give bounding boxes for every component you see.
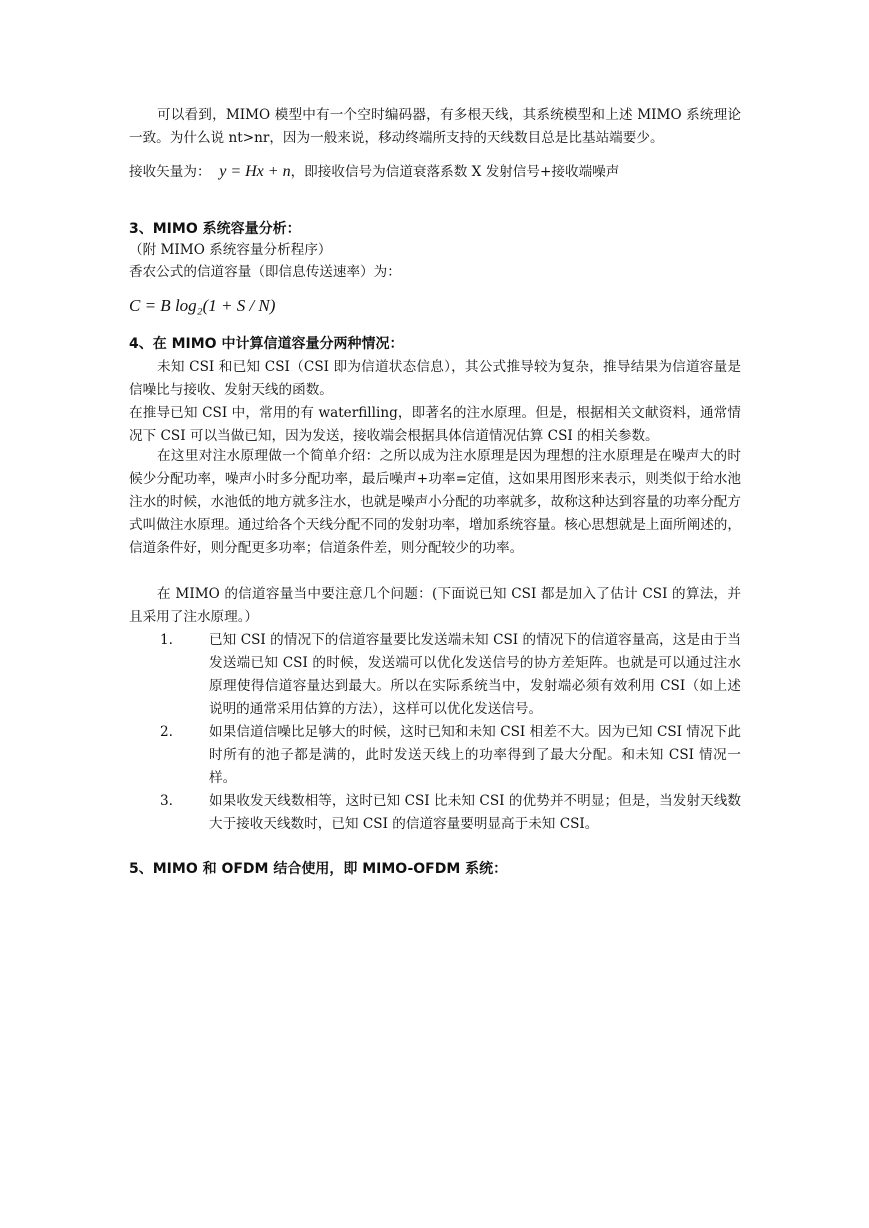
capacity-issues-paragraph: 在 MIMO 的信道容量当中要注意几个问题：(下面说已知 CSI 都是加入了估计 CSI 的算法，并且采用了注水原理。）: [129, 586, 741, 625]
shannon-intro: 香农公式的信道容量（即信息传送速率）为：: [129, 264, 401, 280]
shannon-formula: C = B log₂(1 + S / N): [129, 296, 276, 315]
list-item-text: 已知 CSI 的情况下的信道容量要比发送端未知 CSI 的情况下的信道容量高，这是由于当发送端已知 CSI 的时候，发送端可以优化发送信号的协方差矩阵。也就是可以通过注水原理使得信道容量达到最大。所以在实际系统当中，发射端必须有效利用 CSI（如上述说明的通常采用估算的方法），这样可以优化发送信号。: [209, 632, 741, 717]
section4-paragraph-1: 未知 CSI 和已知 CSI（CSI 即为信道状态信息），其公式推导较为复杂，推导结果为信道容量是信噪比与接收、发射天线的函数。: [129, 359, 741, 398]
waterfilling-paragraph: 在这里对注水原理做一个简单介绍：之所以成为注水原理是因为理想的注水原理是在噪声大的时候少分配功率，噪声小时多分配功率，最后噪声+功率=定值，这如果用图形来表示，则类似于给水池注水的时候，水池低的地方就多注水，也就是噪声小分配的功率就多，故称这种达到容量的功率分配方式叫做注水原理。通过给各个天线分配不同的发射功率，增加系统容量。核心思想就是上面所阐述的，信道条件好，则分配更多功率；信道条件差，则分配较少的功率。: [129, 448, 741, 556]
section3-heading: 3、MIMO 系统容量分析：: [129, 221, 301, 237]
list-item-number: 2.: [160, 724, 173, 740]
list-item-text: 如果收发天线数相等，这时已知 CSI 比未知 CSI 的优势并不明显；但是，当发射天线数大于接收天线数时，已知 CSI 的信道容量要明显高于未知 CSI。: [209, 793, 741, 832]
receive-suffix: ，即接收信号为信道衰落系数 X 发射信号+接收端噪声: [290, 164, 620, 180]
section5-heading: 5、MIMO 和 OFDM 结合使用，即 MIMO-OFDM 系统：: [129, 861, 508, 877]
receive-formula: y = Hx + n: [219, 163, 291, 180]
list-item-text: 如果信道信噪比足够大的时候，这时已知和未知 CSI 相差不大。因为已知 CSI 情况下此时所有的池子都是满的，此时发送天线上的功率得到了最大分配。和未知 CSI 情况一样。: [209, 724, 741, 786]
section4-paragraph-2: 在推导已知 CSI 中，常用的有 waterfilling，即著名的注水原理。但是，根据相关文献资料，通常情况下 CSI 可以当做已知，因为发送，接收端会根据具体信道情况估算 CSI 的相关参数。: [129, 405, 741, 444]
receive-vector-line: [129, 160, 741, 184]
list-item-number: 3.: [160, 793, 173, 809]
receive-prefix: 接收矢量为：: [129, 164, 211, 180]
section3-note: （附 MIMO 系统容量分析程序）: [129, 242, 332, 258]
intro-paragraph: 可以看到，MIMO 模型中有一个空时编码器，有多根天线，其系统模型和上述 MIMO 系统理论一致。为什么说 nt>nr，因为一般来说，移动终端所支持的天线数目总是比基站端要少。: [129, 107, 741, 146]
list-item-number: 1.: [160, 632, 173, 648]
section4-heading: 4、在 MIMO 中计算信道容量分两种情况：: [129, 336, 404, 352]
